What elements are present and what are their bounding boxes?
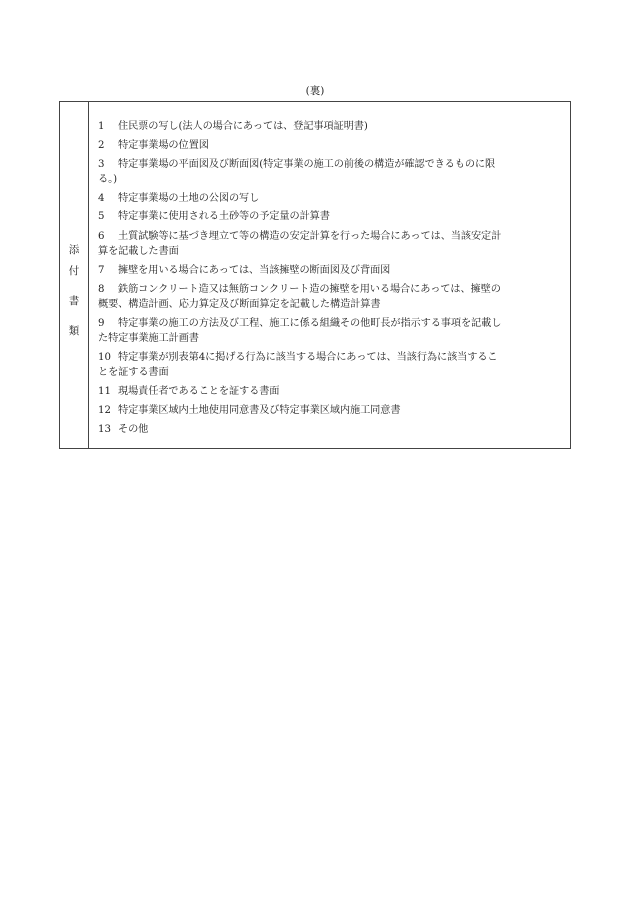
item-text: 特定事業場の平面図及び断面図(特定事業の施工の前後の構造が確認できるものに限: [118, 159, 496, 170]
item-text: 現場責任者であることを証する書面: [118, 386, 280, 397]
label-char-1: 添: [68, 244, 80, 256]
item-text: 住民票の写し(法人の場合にあっては、登記事項証明書): [118, 121, 368, 132]
attachment-label-column: [60, 102, 89, 448]
item-text: 特定事業が別表第4に掲げる行為に該当する場合にあっては、当該行為に該当するこ: [118, 352, 498, 363]
item-number: 3: [98, 159, 105, 170]
item-text: 特定事業の施工の方法及び工程、施工に係る組織その他町長が指示する事項を記載し: [118, 318, 502, 329]
page-heading: (裏): [305, 85, 325, 97]
item-number: 4: [98, 193, 105, 204]
item-number: 6: [98, 231, 105, 242]
item-text: 特定事業に使用される土砂等の予定量の計算書: [118, 211, 330, 222]
item-number: 9: [98, 318, 105, 329]
item-text: 特定事業場の土地の公図の写し: [118, 193, 260, 204]
label-char-2: 付: [68, 265, 80, 277]
item-text: 特定事業場の位置図: [118, 140, 209, 151]
label-char-4: 類: [68, 325, 80, 337]
item-number: 8: [98, 284, 105, 295]
item-number: 11: [98, 386, 111, 397]
item-number: 2: [98, 140, 105, 151]
item-text-continued: 概要、構造計画、応力算定及び断面算定を記載した構造計算書: [98, 299, 381, 310]
item-text-continued: 算を記載した書面: [98, 246, 179, 257]
attachment-table: [59, 101, 571, 449]
item-text: その他: [118, 424, 149, 435]
item-number: 1: [98, 121, 105, 132]
item-number: 5: [98, 211, 105, 222]
item-number: 7: [98, 265, 105, 276]
item-text-continued: た特定事業施工計画書: [98, 333, 199, 344]
item-number: 10: [98, 352, 111, 363]
item-text: 土質試験等に基づき埋立て等の構造の安定計算を行った場合にあっては、当該安定計: [118, 231, 502, 242]
item-number: 12: [98, 405, 111, 416]
attachment-list: [89, 102, 570, 448]
item-text: 鉄筋コンクリート造又は無筋コンクリート造の擁壁を用いる場合にあっては、擁壁の: [118, 284, 501, 295]
item-text-continued: る。): [98, 174, 117, 185]
label-char-3: 書: [68, 295, 80, 307]
item-number: 13: [98, 424, 111, 435]
item-text-continued: とを証する書面: [98, 367, 169, 378]
item-text: 擁壁を用いる場合にあっては、当該擁壁の断面図及び背面図: [118, 265, 391, 276]
item-text: 特定事業区域内土地使用同意書及び特定事業区域内施工同意書: [118, 405, 401, 416]
